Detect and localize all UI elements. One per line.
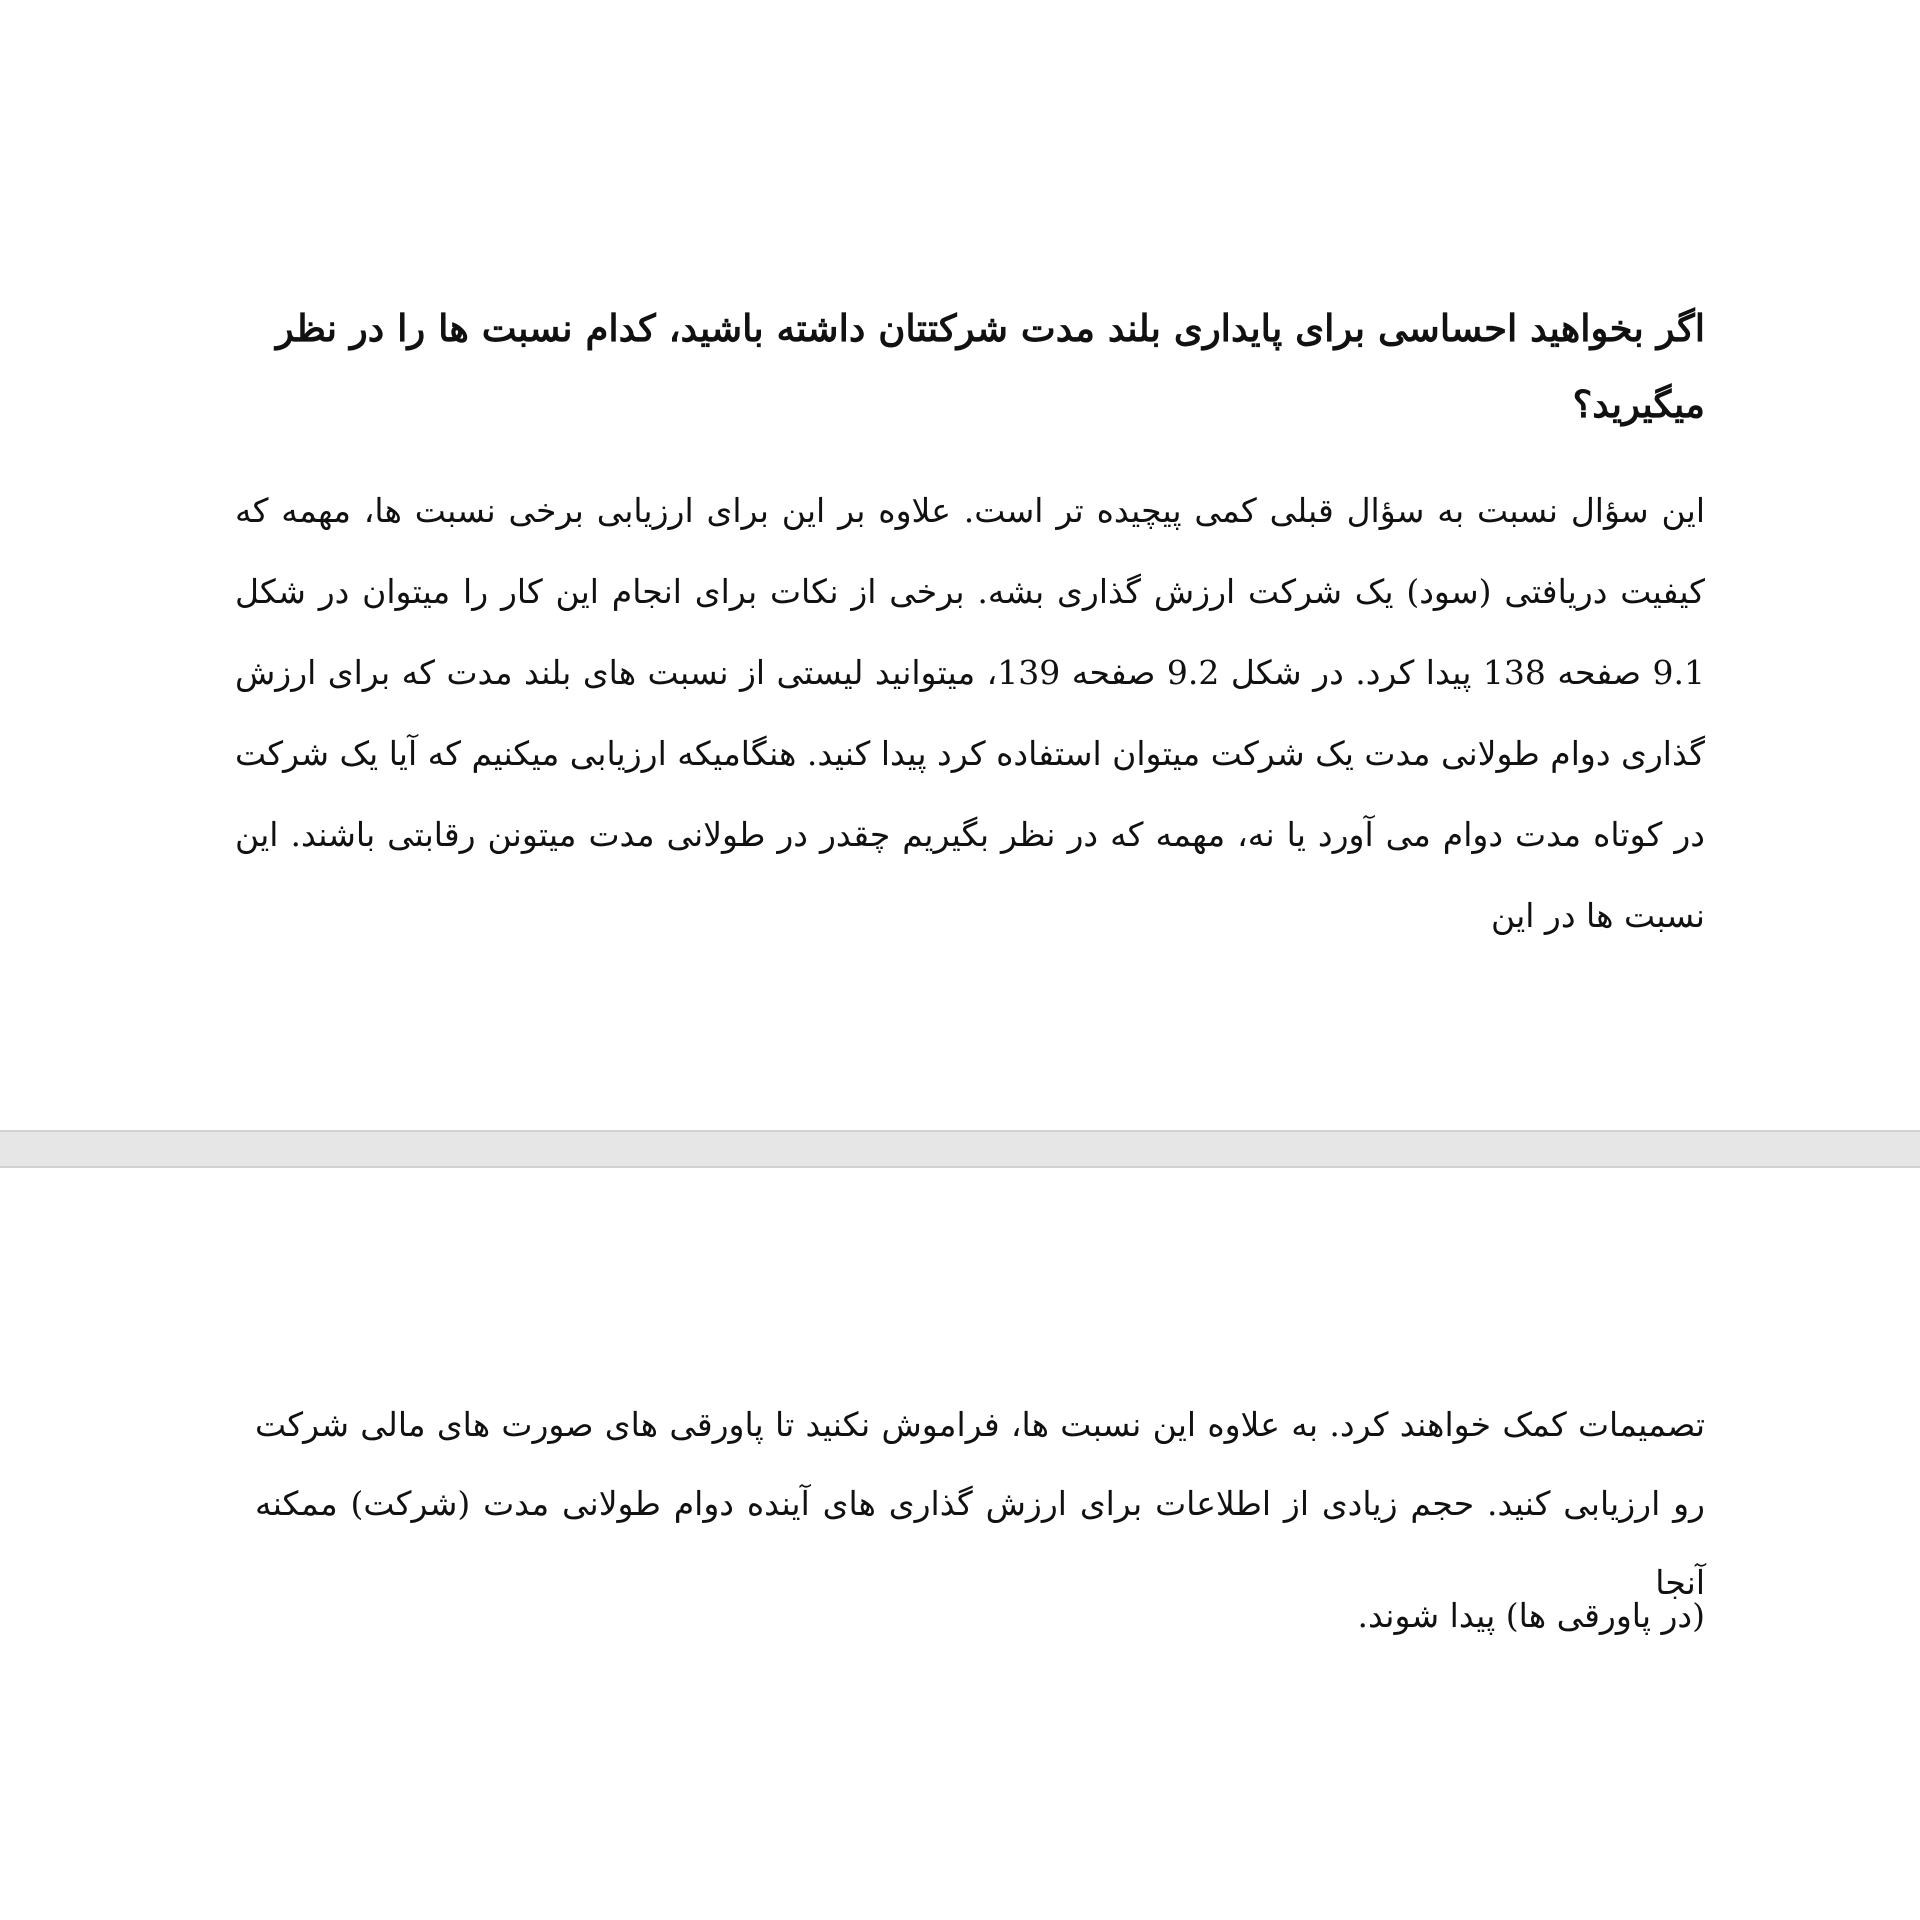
continued-paragraph: تصمیمات کمک خواهند کرد. به علاوه این نسبت ها، فراموش نکنید تا پاورقی های صورت های مالی شرکت رو ارزیابی کنید. حجم زیادی از اطلاعات برای ارزش گذاری های آینده دوام طولانی مدت (شرکت) ممکنه آنجا: [255, 1405, 1705, 1602]
answer-paragraph: این سؤال نسبت به سؤال قبلی کمی پیچیده تر است. علاوه بر این برای ارزیابی برخی نسبت ها، مهمه که کیفیت دریافتی (سود) یک شرکت ارزش گذاری بشه. برخی از نکات برای انجام این کار را میتوان در شکل 9.1 صفحه 138 پیدا کرد. در شکل 9.2 صفحه 139، میتوانید لیستی از نسبت های بلند مدت که برای ارزش گذاری دوام طولانی مدت یک شرکت میتوان استفاده کرد پیدا کنید. هنگامیکه ارزیابی میکنیم که آیا یک شرکت در کوتاه مدت دوام می آورد یا نه، مهمه که در نظر بگیریم چقدر در طولانی مدت میتونن رقابتی باشند. این نسبت ها در این: [235, 491, 1705, 935]
closing-line: (در پاورقی ها) پیدا شوند.: [1357, 1596, 1705, 1635]
question-heading: اگر بخواهید احساسی برای پایداری بلند مدت شرکتتان داشته باشید، کدام نسبت ها را در نظر میگیرید؟: [275, 306, 1705, 426]
page-separator: [0, 1130, 1920, 1168]
